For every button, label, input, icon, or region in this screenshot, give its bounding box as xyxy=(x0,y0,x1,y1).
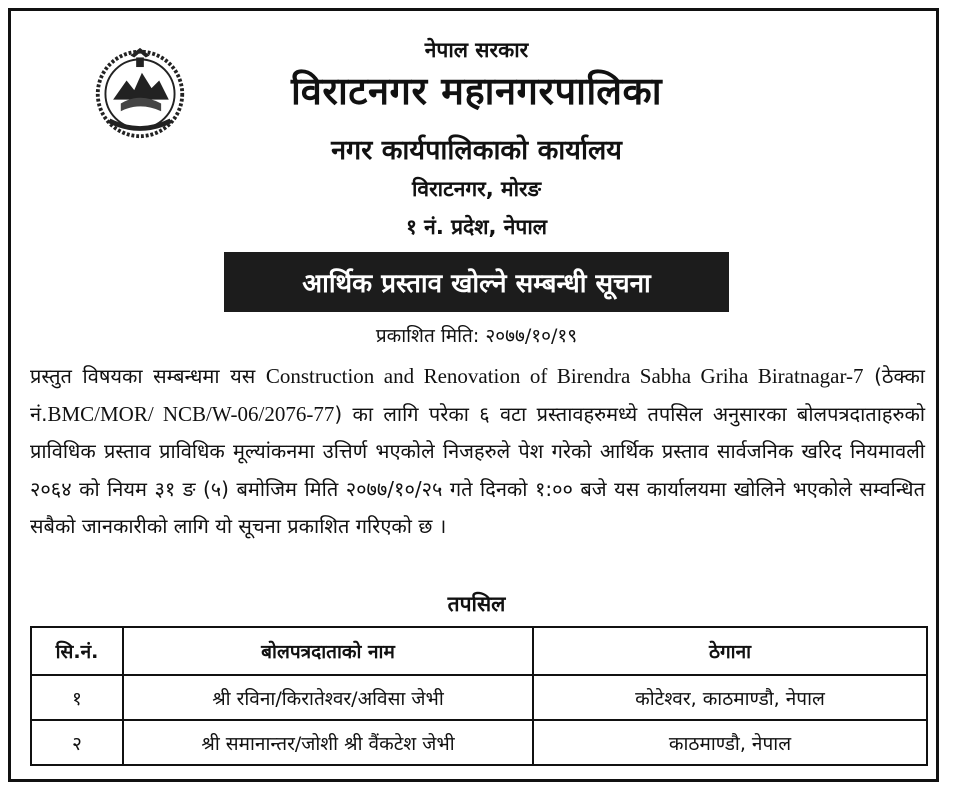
municipality-heading: विराटनगर महानगरपालिका xyxy=(290,69,663,113)
contract-number: BMC/MOR/ NCB/W-06/2076-77 xyxy=(47,401,335,426)
header-address: ठेगाना xyxy=(533,627,927,675)
header-serial: सि.नं. xyxy=(31,627,123,675)
body-part-3: ) का लागि परेका ६ वटा प्रस्तावहरुमध्ये तपसिल अनुसारका बोलपत्रदाताहरुको प्राविधिक प्रस्ताव प्राविधिक मूल्यांकनमा उत्तिर्ण भएकोले निजहरुले पेश गरेको आर्थिक प्रस्ताव सार्वजनिक खरिद नियमावली २०६४ को नियम ३१ ङ (५) बमोजिम मिति २०७७/१०/२५ गते दिनको १:०० बजे यस कार्यालयमा खोलिने भएकोले सम्वन्धित सबैको जानकारीको लागि यो सूचना प्रकाशित गरिएको छ । xyxy=(30,401,925,539)
table-row xyxy=(31,720,927,765)
table-header-row xyxy=(31,627,927,675)
government-heading: नेपाल सरकार xyxy=(424,38,529,62)
header-bidder-name: बोलपत्रदाताको नाम xyxy=(123,627,533,675)
notice-title-banner xyxy=(224,252,729,312)
row-address: काठमाण्डौ, नेपाल xyxy=(533,720,927,765)
row-serial: २ xyxy=(31,720,123,765)
table-title: तपसिल xyxy=(447,592,506,616)
project-name: Construction and Renovation of Birendra Sabha Griha Biratnagar-7 xyxy=(265,364,864,388)
bidders-table xyxy=(30,626,928,766)
office-heading: नगर कार्यपालिकाको कार्यालय xyxy=(331,135,622,166)
place-heading: विराटनगर, मोरङ xyxy=(411,177,542,201)
body-part-1: प्रस्तुत विषयका सम्बन्धमा यस xyxy=(30,364,266,388)
province-heading: १ नं. प्रदेश, नेपाल xyxy=(405,215,548,239)
row-serial: १ xyxy=(31,675,123,720)
row-address: कोटेश्वर, काठमाण्डौ, नेपाल xyxy=(533,675,927,720)
notice-body xyxy=(30,358,925,546)
notice-title: आर्थिक प्रस्ताव खोल्ने सम्बन्धी सूचना xyxy=(302,269,651,299)
row-bidder-name: श्री समानान्तर/जोशी श्री वैंकटेश जेभी xyxy=(123,720,533,765)
body-part-2: (ठेक्का नं. xyxy=(30,364,925,426)
published-date: प्रकाशित मिति: २०७७/१०/१९ xyxy=(375,325,578,347)
row-bidder-name: श्री रविना/किरातेश्वर/अविसा जेभी xyxy=(123,675,533,720)
table-row xyxy=(31,675,927,720)
